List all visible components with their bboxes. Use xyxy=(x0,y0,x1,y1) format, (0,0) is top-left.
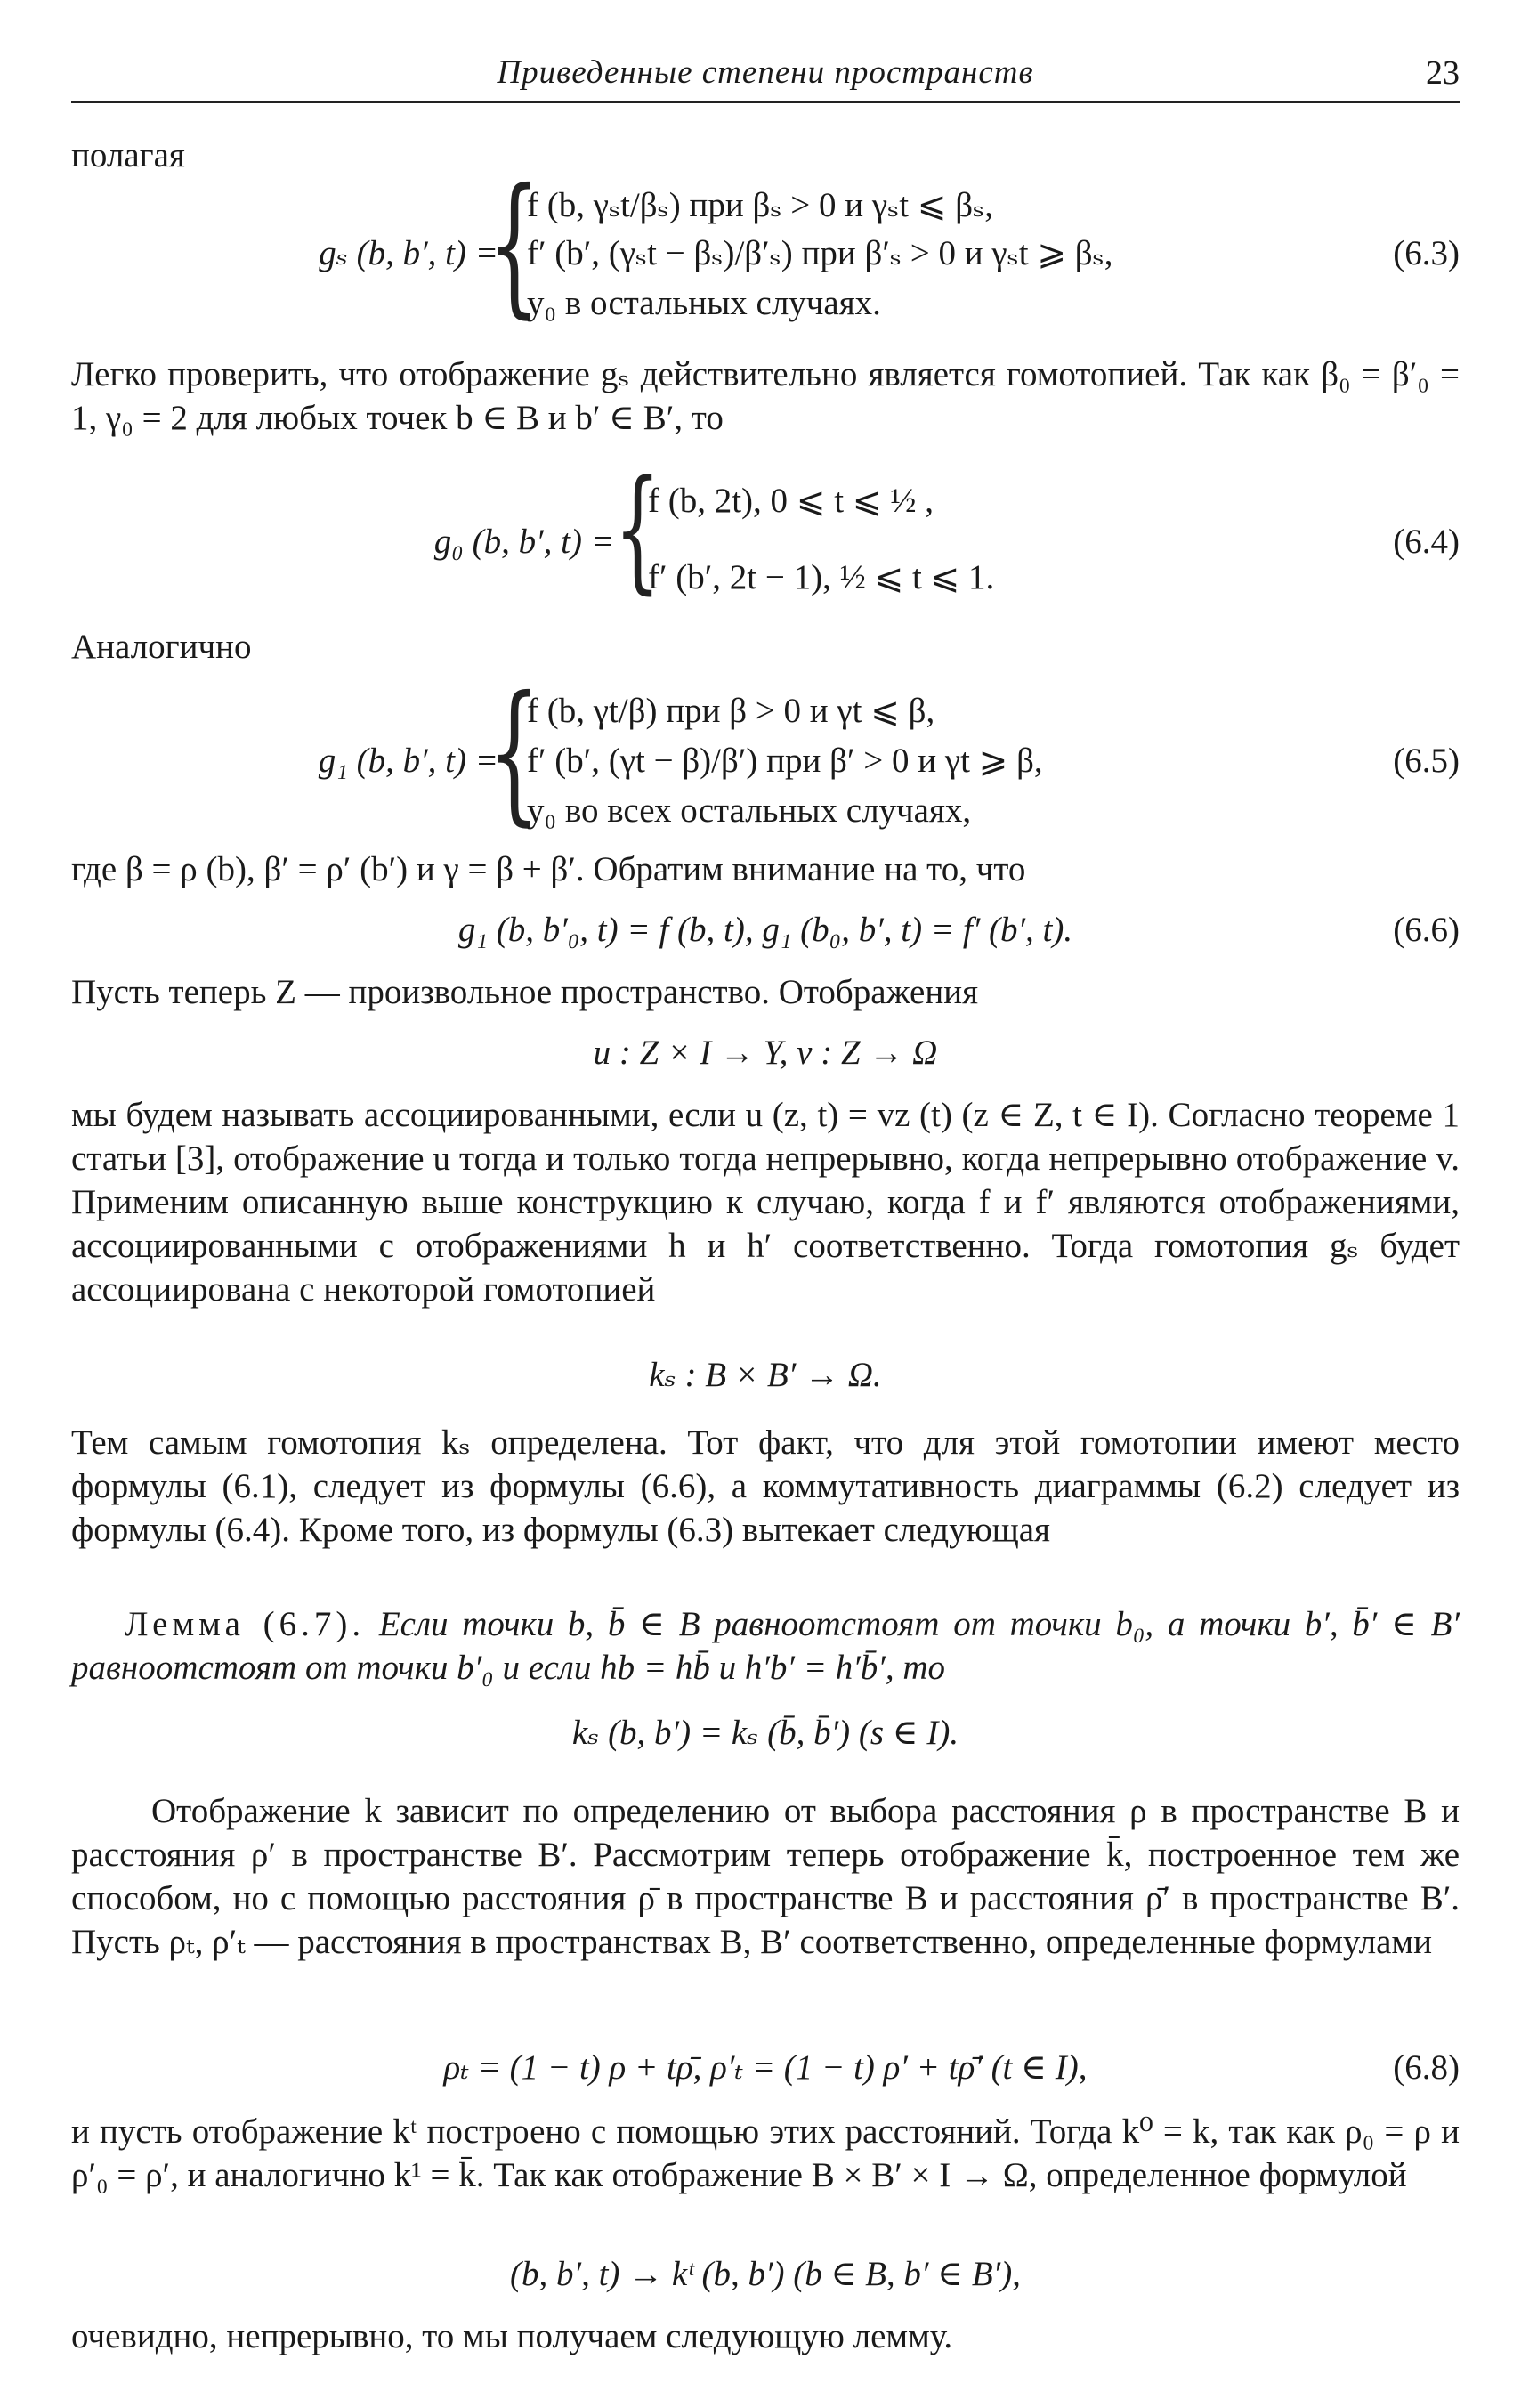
lemma-text: Если точки b, b̄ ∈ B равноотстоят от точки b₀, а точки b′, b̄′ ∈ B′ равноотстоят от точки b′₀ и если hb = hb̄ и h′b′ = h′b̄′, то xyxy=(71,1605,1460,1687)
paragraph-1: Легко проверить, что отображение gₛ действительно является гомотопией. Так как β₀ = β′₀ = 1, γ₀ = 2 для любых точек b ∈ B и b′ ∈ B′, то xyxy=(71,355,1460,437)
paragraph-4: мы будем называть ассоциированными, если u (z, t) = vz (t) (z ∈ Z, t ∈ I). Согласно теореме 1 статьи [3], отображение u тогда и только тогда непрерывно, когда непрерывно отображение v. Применим описанную выше конструкцию к случаю, когда f и f′ являются отображениями, ассоциированными с отображениями h и h′ соответственно. Тогда гомотопия gₛ будет ассоциирована с некоторой гомотопией xyxy=(71,1096,1460,1309)
eq65-lhs: g₁ (b, b′, t) = xyxy=(318,742,498,780)
similarly-word: Аналогично xyxy=(71,628,252,666)
eq-lemma: kₛ (b, b′) = kₛ (b̄, b̄′) (s ∈ I). xyxy=(571,1714,959,1752)
lemma-paragraph xyxy=(71,1602,1460,1690)
eq65-case3: y₀ во всех остальных случаях, xyxy=(527,791,972,830)
eq66: g₁ (b, b′₀, t) = f (b, t), g₁ (b₀, b′, t) = f′ (b′, t). xyxy=(457,911,1073,949)
paragraph-8: очевидно, непрерывно, то мы получаем следующую лемму. xyxy=(71,2317,953,2355)
eq66-number: (6.6) xyxy=(1393,911,1460,949)
eq-last: (b, b′, t) → kᵗ (b, b′) (b ∈ B, b′ ∈ B′), xyxy=(510,2255,1021,2293)
running-title: Приведенные степени пространств xyxy=(497,54,1034,91)
eq63-case2: f′ (b′, (γₛt − βₛ)/β′ₛ) при β′ₛ > 0 и γₛt ⩾ βₛ, xyxy=(527,234,1113,272)
eq64-case2: f′ (b′, 2t − 1), ½ ⩽ t ⩽ 1. xyxy=(648,558,995,596)
page-number: 23 xyxy=(1426,54,1460,92)
paragraph-7: и пусть отображение kᵗ построено с помощью этих расстояний. Тогда k⁰ = k, так как ρ₀ = ρ и ρ′₀ = ρ′, и аналогично k¹ = k̄. Так как отображение B × B′ × I → Ω, определенное формулой xyxy=(71,2112,1460,2194)
eq63-number: (6.3) xyxy=(1393,234,1460,272)
eq68-number: (6.8) xyxy=(1393,2048,1460,2087)
eq68: ρₜ = (1 − t) ρ + tρ̄, ρ′ₜ = (1 − t) ρ′ + tρ̄′ (t ∈ I), xyxy=(443,2048,1088,2087)
paragraph-3: Пусть теперь Z — произвольное пространство. Отображения xyxy=(71,973,979,1011)
paragraph-2: где β = ρ (b), β′ = ρ′ (b′) и γ = β + β′. Обратим внимание на то, что xyxy=(71,850,1026,888)
eq65-case1: f (b, γt/β) при β > 0 и γt ⩽ β, xyxy=(527,692,935,730)
eq-ks: kₛ : B × B′ → Ω. xyxy=(649,1356,882,1394)
lemma-label: Лемма (6.7). xyxy=(125,1605,366,1643)
paragraph-5: Тем самым гомотопия kₛ определена. Тот факт, что для этой гомотопии имеют место формулы (6.1), следует из формулы (6.6), а коммутативность диаграммы (6.2) следует из формулы (6.4). Кроме того, из формулы (6.3) вытекает следующая xyxy=(71,1423,1460,1549)
eq63-case3: y₀ в остальных случаях. xyxy=(527,284,881,322)
intro-word: полагая xyxy=(71,136,185,174)
eq65-brace: { xyxy=(488,664,541,840)
eq64-number: (6.4) xyxy=(1393,523,1460,561)
eq65-case2: f′ (b′, (γt − β)/β′) при β′ > 0 и γt ⩾ β, xyxy=(527,742,1043,780)
paragraph-6: Отображение k зависит по определению от выбора расстояния ρ в пространстве B и расстояния ρ′ в пространстве B′. Рассмотрим теперь отображение k̄, построенное тем же способом, но с помощью расстояния ρ̄ в пространстве B и расстояния ρ̄′ в пространстве B′. Пусть ρₜ, ρ′ₜ — расстояния в пространствах B, B′ соответственно, определенные формулами xyxy=(71,1792,1460,1961)
eq65-number: (6.5) xyxy=(1393,742,1460,780)
eq-maps: u : Z × I → Y, v : Z → Ω xyxy=(593,1034,938,1072)
eq63-case1: f (b, γₛt/βₛ) при βₛ > 0 и γₛt ⩽ βₛ, xyxy=(527,186,993,224)
eq64-case1: f (b, 2t), 0 ⩽ t ⩽ ½ , xyxy=(648,482,934,520)
eq63-brace: { xyxy=(488,157,541,333)
eq64-lhs: g₀ (b, b′, t) = xyxy=(433,523,614,561)
header-rule xyxy=(71,101,1460,103)
eq63-lhs: gₛ (b, b′, t) = xyxy=(319,234,498,272)
eq64-brace: { xyxy=(614,452,661,607)
running-header xyxy=(71,53,1460,107)
